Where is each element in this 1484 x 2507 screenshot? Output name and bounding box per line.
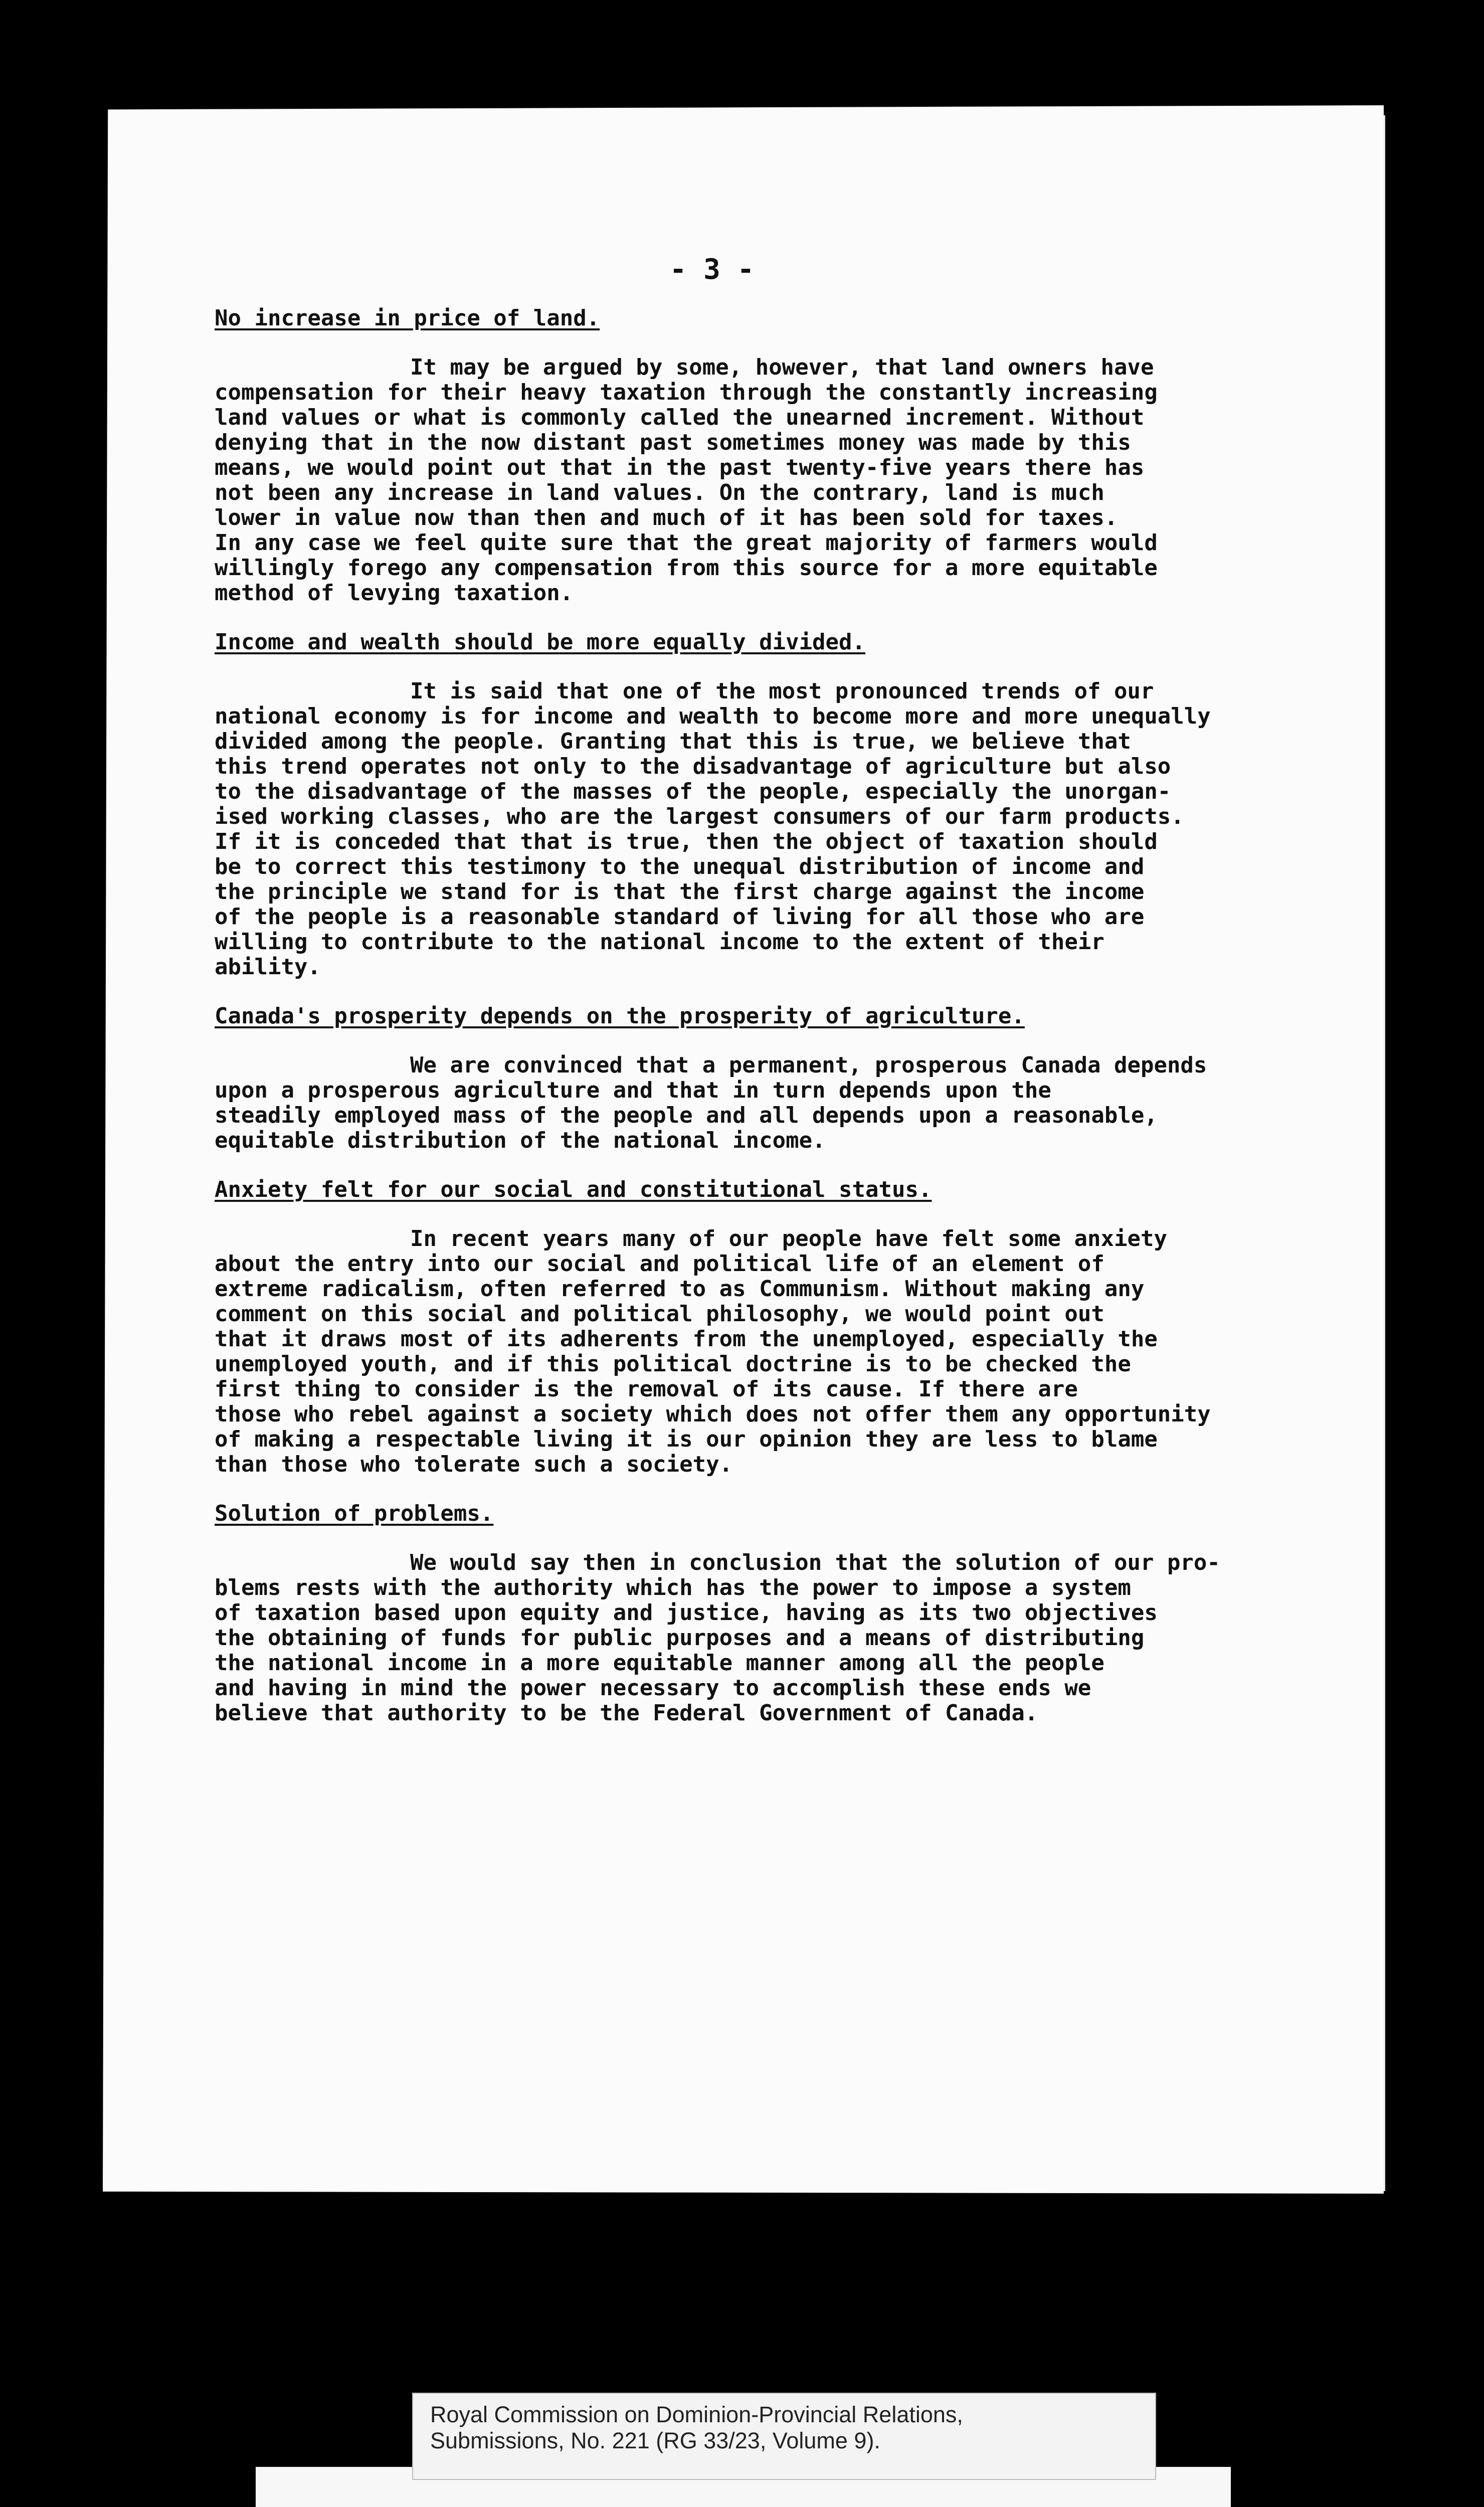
page-number: - 3 - <box>669 253 755 286</box>
section-paragraph: In recent years many of our people have felt some anxiety about the entry into our social and political life of an element of extreme radicalism, often referred to as Communism. Without making any comment on this social and political philosophy, we would point out that it draws most of its adherents from the unemployed, especially the unemployed youth, and if this political doctrine is to be checked the first thing to consider is the removal of its cause. If there are those who rebel against a society which does not offer them any opportunity of making a respectable living it is our opinion they are less to blame than those who tolerate such a society. <box>215 1226 1211 1477</box>
section-paragraph: It may be argued by some, however, that land owners have compensation for their heavy taxation through the constantly increasing land values or what is commonly called the unearned increment. Without denying that in the now distant past sometimes money was made by this means, we would point out that in the past twenty-five years there has not been any increase in land values. On the contrary, land is much lower in value now than then and much of it has been sold for taxes. In any case we feel quite sure that the great majority of farmers would willingly forego any compensation from this source for a more equitable method of levying taxation. <box>215 354 1158 606</box>
section-paragraph: We would say then in conclusion that the solution of our pro- blems rests with the authority which has the power to impose a system of taxation based upon equity and justice, having as its two objectives the obtaining of funds for public purposes and a means of distributing the national income in a more equitable manner among all the people and having in mind the power necessary to accomplish these ends we believe that authority to be the Federal Government of Canada. <box>215 1550 1220 1726</box>
section-heading: Income and wealth should be more equally divided. <box>215 629 866 655</box>
section-paragraph: We are convinced that a permanent, prosperous Canada depends upon a prosperous agriculture and that in turn depends upon the steadily employed mass of the people and all depends upon a reasonable, equitable distribution of the national income. <box>215 1052 1207 1153</box>
section-heading: Canada's prosperity depends on the prosperity of agriculture. <box>215 1003 1025 1029</box>
section-heading: Solution of problems. <box>215 1501 494 1526</box>
citation-text: Royal Commission on Dominion-Provincial Relations, Submissions, No. 221 (RG 33/23, Volume 9). <box>430 2402 963 2453</box>
section-paragraph: It is said that one of the most pronounced trends of our national economy is for income and wealth to become more and more unequally divided among the people. Granting that this is true, we believe that this trend operates not only to the disadvantage of agriculture but also to the disadvantage of the masses of the people, especially the unorgan- ised working classes, who are the largest consumers of our farm products. If it is conceded that that is true, then the object of taxation should be to correct this testimony to the unequal distribution of income and the principle we stand for is that the first charge against the income of the people is a reasonable standard of living for all those who are willing to contribute to the national income to the extent of their ability. <box>215 678 1211 980</box>
section-heading: No increase in price of land. <box>215 305 600 331</box>
document-body <box>215 306 1353 1726</box>
section-heading: Anxiety felt for our social and constitutional status. <box>215 1177 932 1202</box>
